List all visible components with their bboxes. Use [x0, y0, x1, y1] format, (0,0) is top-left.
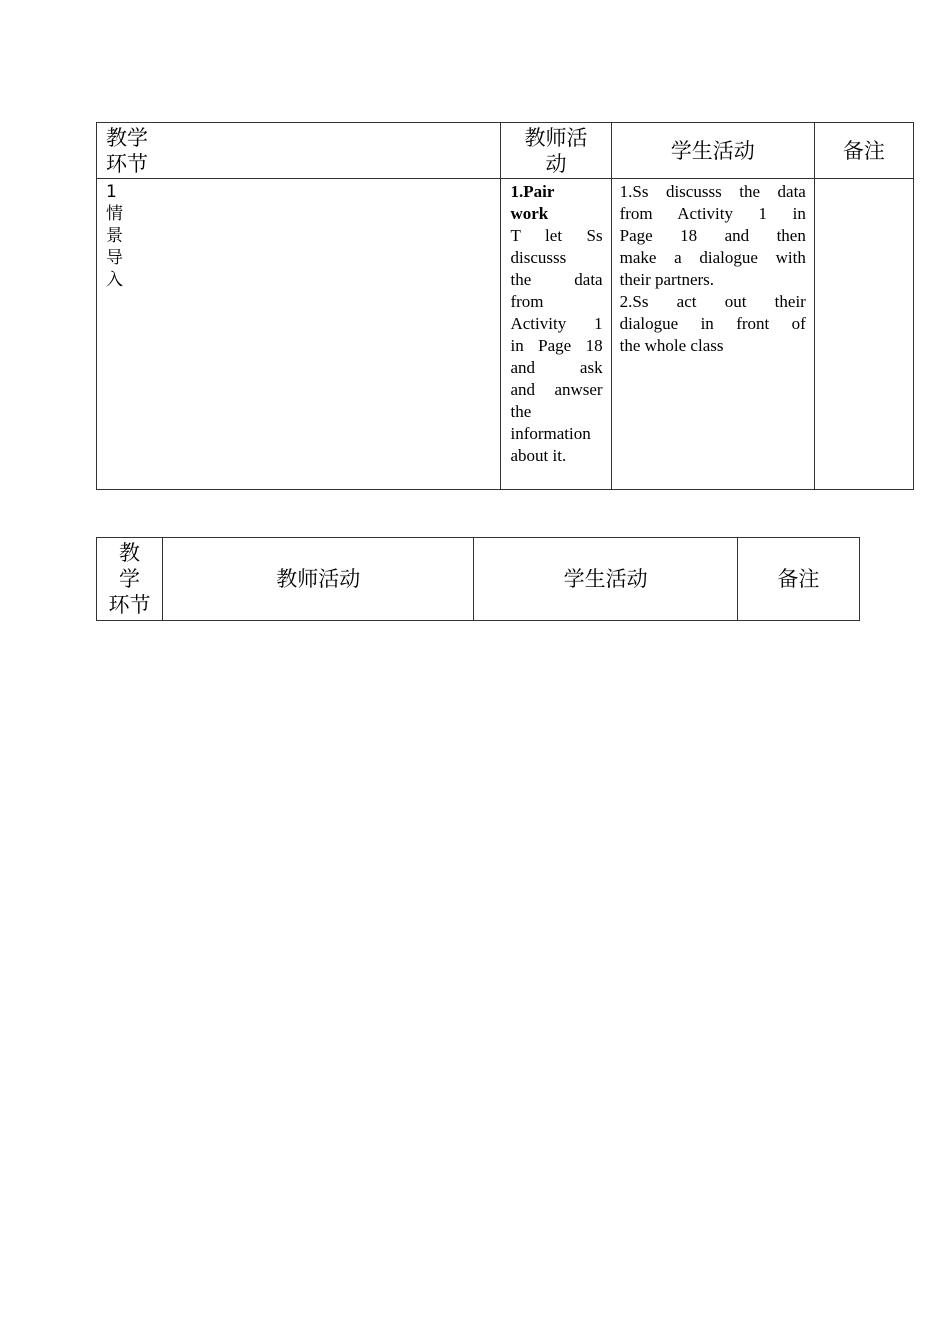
student-activity-line: 1.Ss discusss the data: [619, 182, 806, 201]
teacher-activity-header: [501, 123, 611, 179]
student-activity-line: Page 18 and then: [619, 226, 806, 245]
stage-char: 景: [106, 226, 123, 246]
teacher-activity-header: 教师活动: [163, 538, 474, 621]
student-activity-header: 学生活动: [474, 538, 737, 621]
stage-char: 导: [106, 248, 123, 268]
table-header-row: [97, 538, 860, 621]
notes-header: 备注: [814, 123, 913, 179]
teacher-activity-cell: [501, 179, 611, 490]
stage-char: 情: [106, 204, 123, 224]
teacher-activity-line: the: [510, 402, 532, 421]
teacher-activity-line: about it.: [510, 446, 567, 465]
stage-header-line1: 教: [119, 541, 141, 565]
teacher-activity-line: T let Ss: [510, 226, 603, 245]
table-header-row: [97, 123, 914, 179]
teacher-activity-line: in Page 18: [510, 336, 603, 355]
student-activity-cell: [611, 179, 814, 490]
teacher-activity-line: discusss: [510, 248, 567, 267]
notes-header: 备注: [737, 538, 859, 621]
stage-char: 1: [106, 182, 117, 202]
stage-cell: [97, 179, 501, 490]
notes-cell: [814, 179, 913, 490]
teacher-header-line2: 动: [545, 151, 567, 176]
student-activity-line: 2.Ss act out their: [619, 292, 806, 311]
stage-header: [97, 123, 501, 179]
student-activity-line: the whole class: [619, 336, 724, 355]
student-activity-line: make a dialogue with: [619, 248, 806, 267]
student-activity-line: their partners.: [619, 270, 715, 289]
teacher-activity-line: the data: [510, 270, 603, 289]
teacher-header-line1: 教师活: [524, 125, 588, 150]
stage-header-line1: 教学: [106, 125, 148, 150]
teacher-activity-line: from: [510, 292, 544, 311]
teacher-activity-line: and anwser: [510, 380, 603, 399]
lesson-plan-table-2: [96, 537, 860, 621]
stage-char: 入: [106, 270, 123, 290]
teacher-activity-line: Activity 1: [510, 314, 603, 333]
student-activity-line: dialogue in front of: [619, 314, 806, 333]
teacher-activity-title-line2: work: [510, 204, 549, 223]
student-activity-line: from Activity 1 in: [619, 204, 806, 223]
table-row: [97, 179, 914, 490]
teacher-activity-line: information: [510, 424, 591, 443]
stage-header-line3: 环节: [108, 593, 151, 617]
stage-header-line2: 环节: [106, 151, 148, 176]
teacher-activity-title-line1: 1.Pair: [510, 182, 555, 201]
lesson-plan-table-1: [96, 122, 914, 490]
student-activity-header: 学生活动: [611, 123, 814, 179]
teacher-activity-line: and ask: [510, 358, 603, 377]
stage-header-line2: 学: [119, 567, 141, 591]
stage-header: [97, 538, 163, 621]
